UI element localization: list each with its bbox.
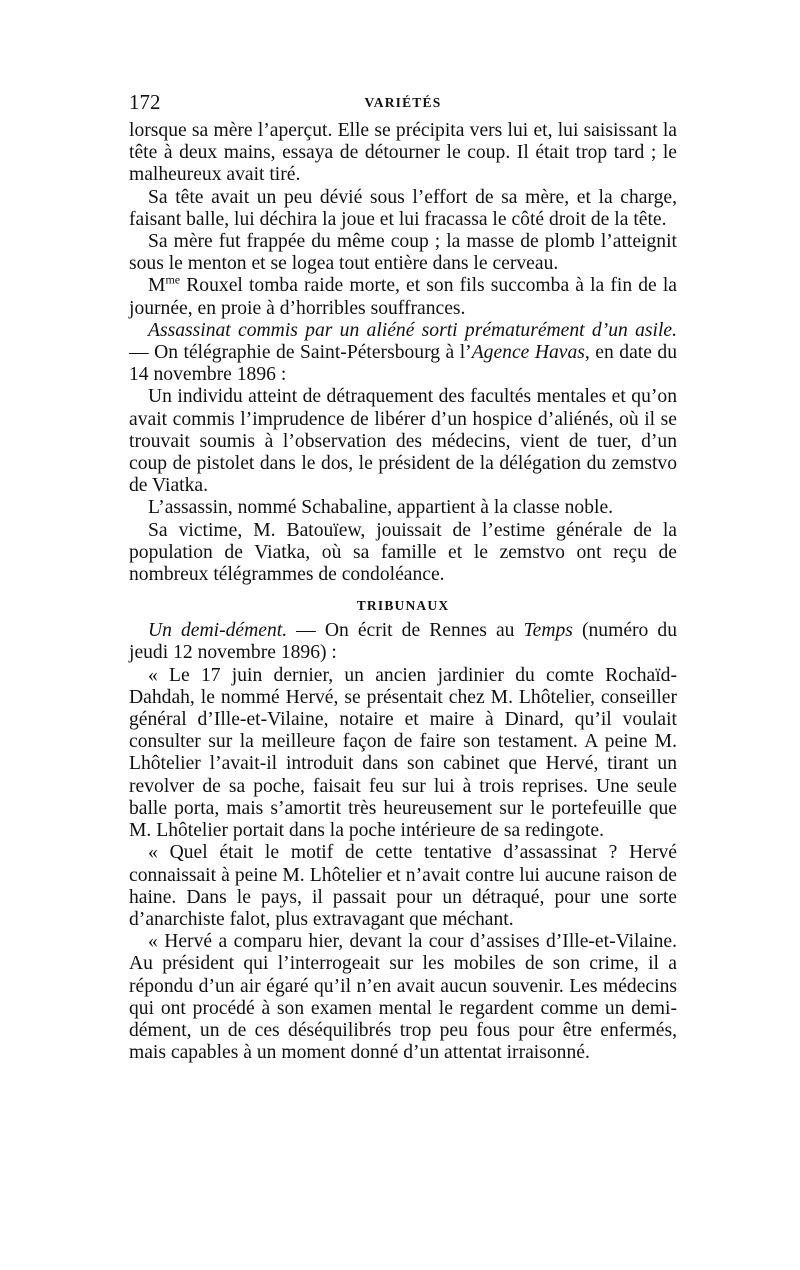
paragraph: Sa mère fut frappée du même coup ; la masse de plomb l’atteignit sous le menton et se logea tout entière dans le cerveau. (129, 231, 677, 275)
section-heading: TRIBUNAUX (356, 598, 450, 614)
item-title: Assassinat commis par un aliéné sorti prématurément d’un asile. (148, 319, 677, 341)
abbrev-text: M (148, 275, 166, 297)
paragraph (129, 320, 677, 387)
superscript: me (165, 272, 181, 287)
paragraph-text: — On télégraphie de Saint-Pétersbourg à l’ (129, 342, 472, 364)
paragraph-text: Rouxel tomba raide morte, et son fils succomba à la fin de la journée, en proie à d’horribles souffrances. (129, 275, 677, 319)
paragraph: Sa victime, M. Batouïew, jouissait de l’estime générale de la population de Viatka, où sa famille et le zemstvo ont reçu de nombreux télégrammes de condoléance. (129, 519, 677, 586)
paragraph: lorsque sa mère l’aperçut. Elle se précipita vers lui et, lui saisissant la tête à deux mains, essaya de détourner le coup. Il était trop tard ; le malheureux avait tiré. (129, 120, 677, 186)
paragraph: Un individu atteint de détraquement des facultés mentales et qu’on avait commis l’imprudence de libérer d’un hospice d’aliénés, où il se trouvait soumis à l’observation des médecins, vient de tuer, d’un coup de pistolet dans le dos, le président de la délégation du zemstvo de Viatka. (129, 386, 677, 497)
paragraph: « Quel était le motif de cette tentative d’assassinat ? Hervé connaissait à peine M. Lhôtelier et n’avait contre lui aucune raison de haine. Dans le pays, il passait pour un détraqué, pour une sorte d’anarchiste falot, plus extravagant que méchant. (129, 842, 677, 930)
paragraph: « Le 17 juin dernier, un ancien jardinier du comte Rochaïd-Dahdah, le nommé Hervé, se présentait chez M. Lhôtelier, conseiller général d’Ille-et-Vilaine, notaire et maire à Dinard, qu’il voulait consulter sur la meilleure façon de faire son testament. A peine M. Lhôtelier l’avait-il introduit dans son cabinet que Hervé, tirant un revolver de sa poche, faisait feu sur lui à trois reprises. Une seule balle porta, mais s’amortit très heureusement sur le portefeuille que M. Lhôtelier portait dans la poche intérieure de sa redingote. (129, 664, 677, 842)
agency-name: Agence Havas (471, 342, 585, 364)
paragraph-text: , en date du 14 novembre 1896 : (129, 342, 677, 386)
paragraph: « Hervé a comparu hier, devant la cour d’assises d’Ille-et-Vilaine. Au président qui l’interrogeait sur les mobiles de son crime, il a répondu d’un air égaré qu’il n’en avait aucun souvenir. Les médecins qui ont procédé à son examen mental le regardent comme un demi-dément, un de ces déséquilibrés trop peu fous pour être enfermés, mais capables à un moment donné d’un attentat irraisonné. (129, 931, 677, 1064)
paragraph: Sa tête avait un peu dévié sous l’effort de sa mère, et la charge, faisant balle, lui déchira la joue et lui fracassa le côté droit de la tête. (129, 186, 677, 230)
paragraph (129, 620, 677, 664)
paragraph-text: — On écrit de Rennes au (287, 620, 524, 642)
running-title: VARIÉTÉS (364, 95, 442, 110)
item-title: Un demi-dément. (148, 620, 288, 642)
page-header (129, 90, 677, 120)
page-number: 172 (129, 90, 161, 114)
newspaper-name: Temps (523, 620, 573, 642)
document-page (129, 90, 677, 1064)
paragraph (129, 272, 677, 319)
paragraph: L’assassin, nommé Schabaline, appartient à la classe noble. (148, 497, 614, 519)
paragraph-text: (numéro du jeudi 12 novembre 1896) : (129, 620, 677, 664)
